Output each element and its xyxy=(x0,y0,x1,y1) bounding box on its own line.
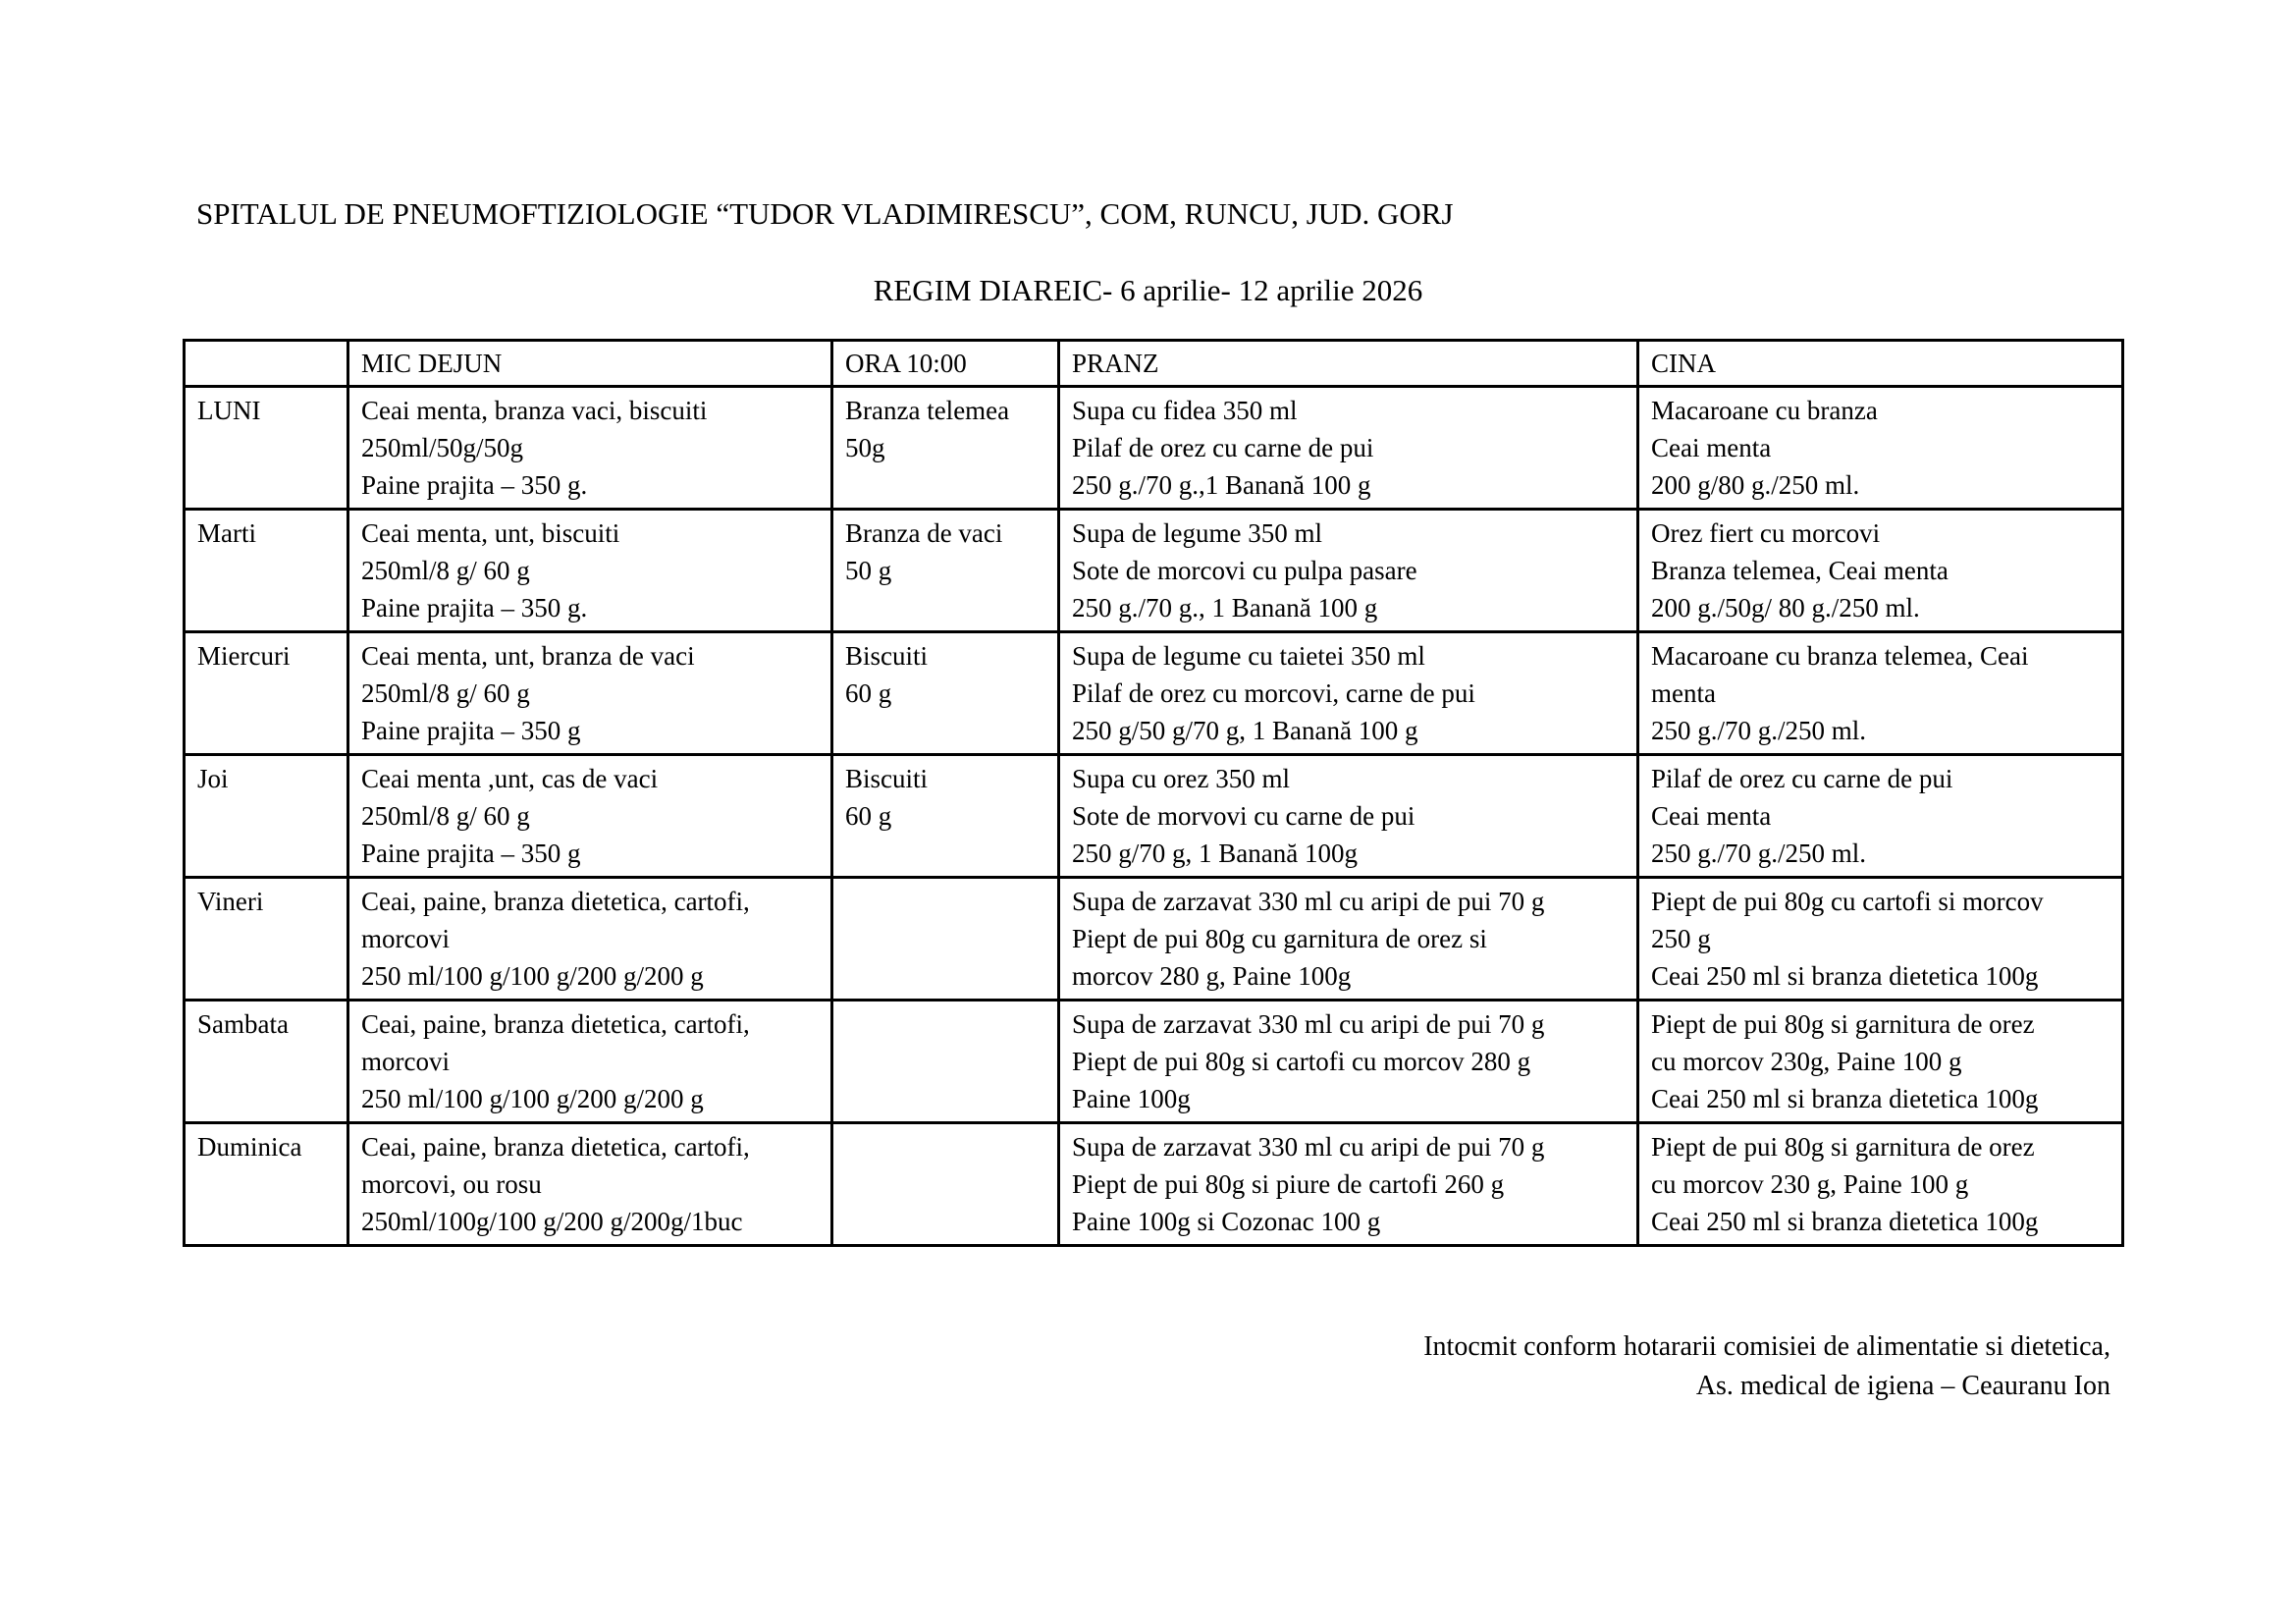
menu-table xyxy=(183,339,2124,1247)
meal-line: Ceai menta, unt, biscuiti xyxy=(361,518,620,548)
meal-line: morcovi xyxy=(361,1047,450,1076)
meal-line: 250 g xyxy=(1651,924,1711,953)
meal-line: Supa de zarzavat 330 ml cu aripi de pui 70 g xyxy=(1072,1132,1545,1162)
day-cell: Vineri xyxy=(185,878,348,1001)
meal-line: Ceai 250 ml si branza dietetica 100g xyxy=(1651,1207,2039,1236)
day-cell: Sambata xyxy=(185,1001,348,1123)
meal-line: Ceai menta xyxy=(1651,433,1772,462)
meal-line: Paine prajita – 350 g xyxy=(361,839,581,868)
cina-cell xyxy=(1638,387,2123,510)
meal-line: Pilaf de orez cu carne de pui xyxy=(1651,764,1953,793)
header-row xyxy=(185,341,2123,387)
meal-line: Paine prajita – 350 g. xyxy=(361,470,588,500)
table-row-joi xyxy=(185,755,2123,878)
meal-line: 50 g xyxy=(845,556,892,585)
meal-line: Paine prajita – 350 g xyxy=(361,716,581,745)
meal-line: Piept de pui 80g si piure de cartofi 260 g xyxy=(1072,1169,1505,1199)
mic-dejun-cell xyxy=(348,755,832,878)
meal-line: Supa cu fidea 350 ml xyxy=(1072,396,1298,425)
meal-line: Supa cu orez 350 ml xyxy=(1072,764,1290,793)
meal-line: Sote de morvovi cu carne de pui xyxy=(1072,801,1415,831)
mic-dejun-cell xyxy=(348,387,832,510)
day-cell: Joi xyxy=(185,755,348,878)
meal-line: Piept de pui 80g si cartofi cu morcov 280 g xyxy=(1072,1047,1531,1076)
ora-10-cell xyxy=(832,387,1059,510)
meal-line: Paine 100g si Cozonac 100 g xyxy=(1072,1207,1381,1236)
meal-line: Pilaf de orez cu carne de pui xyxy=(1072,433,1374,462)
table-row-miercuri xyxy=(185,632,2123,755)
meal-line: cu morcov 230g, Paine 100 g xyxy=(1651,1047,1962,1076)
meal-line: Ceai, paine, branza dietetica, cartofi, xyxy=(361,887,750,916)
document-title: SPITALUL DE PNEUMOFTIZIOLOGIE “TUDOR VLADIMIRESCU”, COM, RUNCU, JUD. GORJ xyxy=(196,196,1454,231)
pranz-cell xyxy=(1059,1001,1638,1123)
meal-line: Piept de pui 80g cu garnitura de orez si xyxy=(1072,924,1487,953)
table-row-marti xyxy=(185,510,2123,632)
header-day xyxy=(185,341,348,387)
pranz-cell xyxy=(1059,755,1638,878)
meal-line: Piept de pui 80g si garnitura de orez xyxy=(1651,1132,2035,1162)
meal-line: Sote de morcovi cu pulpa pasare xyxy=(1072,556,1417,585)
meal-line: 250 ml/100 g/100 g/200 g/200 g xyxy=(361,961,704,991)
meal-line: 250ml/8 g/ 60 g xyxy=(361,556,530,585)
ora-10-cell xyxy=(832,755,1059,878)
meal-line: Supa de legume 350 ml xyxy=(1072,518,1322,548)
mic-dejun-cell xyxy=(348,1001,832,1123)
meal-line: 250 g./70 g., 1 Banană 100 g xyxy=(1072,593,1378,623)
meal-line: Supa de zarzavat 330 ml cu aripi de pui 70 g xyxy=(1072,887,1545,916)
meal-line: Ceai menta, unt, branza de vaci xyxy=(361,641,695,671)
meal-line: Biscuiti xyxy=(845,641,929,671)
meal-line: 250 g/50 g/70 g, 1 Banană 100 g xyxy=(1072,716,1418,745)
cina-cell xyxy=(1638,1001,2123,1123)
table-row-duminica xyxy=(185,1123,2123,1246)
meal-line: cu morcov 230 g, Paine 100 g xyxy=(1651,1169,1969,1199)
day-cell: Marti xyxy=(185,510,348,632)
meal-line: Piept de pui 80g cu cartofi si morcov xyxy=(1651,887,2044,916)
footer-line-2: As. medical de igiena – Ceauranu Ion xyxy=(1695,1371,2110,1401)
meal-line: 250ml/8 g/ 60 g xyxy=(361,678,530,708)
footer-line-1: Intocmit conform hotararii comisiei de alimentatie si dietetica, xyxy=(1423,1331,2110,1362)
meal-line: Supa de legume cu taietei 350 ml xyxy=(1072,641,1425,671)
meal-line: Ceai 250 ml si branza dietetica 100g xyxy=(1651,961,2039,991)
meal-line: morcovi, ou rosu xyxy=(361,1169,542,1199)
meal-line: Paine prajita – 350 g. xyxy=(361,593,588,623)
ora-10-cell xyxy=(832,1001,1059,1123)
meal-line: 250 ml/100 g/100 g/200 g/200 g xyxy=(361,1084,704,1113)
meal-line: 200 g/80 g./250 ml. xyxy=(1651,470,1860,500)
meal-line: 250ml/8 g/ 60 g xyxy=(361,801,530,831)
meal-line: Branza de vaci xyxy=(845,518,1003,548)
meal-line: 250ml/100g/100 g/200 g/200g/1buc xyxy=(361,1207,743,1236)
pranz-cell xyxy=(1059,878,1638,1001)
meal-line: Macaroane cu branza telemea, Ceai xyxy=(1651,641,2029,671)
day-cell: Duminica xyxy=(185,1123,348,1246)
cina-cell xyxy=(1638,510,2123,632)
meal-line: Ceai menta xyxy=(1651,801,1772,831)
meal-line: 60 g xyxy=(845,801,892,831)
meal-line: 250ml/50g/50g xyxy=(361,433,524,462)
mic-dejun-cell xyxy=(348,1123,832,1246)
meal-line: morcovi xyxy=(361,924,450,953)
pranz-cell xyxy=(1059,510,1638,632)
pranz-cell xyxy=(1059,1123,1638,1246)
meal-line: morcov 280 g, Paine 100g xyxy=(1072,961,1352,991)
meal-line: Supa de zarzavat 330 ml cu aripi de pui 70 g xyxy=(1072,1009,1545,1039)
meal-line: 50g xyxy=(845,433,885,462)
meal-line: 250 g./70 g./250 ml. xyxy=(1651,716,1867,745)
header-cina: CINA xyxy=(1638,341,2123,387)
cina-cell xyxy=(1638,1123,2123,1246)
meal-line: Ceai menta, branza vaci, biscuiti xyxy=(361,396,708,425)
table-row-vineri xyxy=(185,878,2123,1001)
mic-dejun-cell xyxy=(348,632,832,755)
meal-line: Branza telemea xyxy=(845,396,1010,425)
meal-line: Paine 100g xyxy=(1072,1084,1191,1113)
day-cell: Miercuri xyxy=(185,632,348,755)
meal-line: Piept de pui 80g si garnitura de orez xyxy=(1651,1009,2035,1039)
meal-line: Ceai 250 ml si branza dietetica 100g xyxy=(1651,1084,2039,1113)
header-mic-dejun: MIC DEJUN xyxy=(348,341,832,387)
pranz-cell xyxy=(1059,632,1638,755)
meal-line: 200 g./50g/ 80 g./250 ml. xyxy=(1651,593,1920,623)
meal-line: Macaroane cu branza xyxy=(1651,396,1878,425)
mic-dejun-cell xyxy=(348,510,832,632)
meal-line: 60 g xyxy=(845,678,892,708)
meal-line: menta xyxy=(1651,678,1716,708)
day-cell: LUNI xyxy=(185,387,348,510)
meal-line: Ceai, paine, branza dietetica, cartofi, xyxy=(361,1009,750,1039)
pranz-cell xyxy=(1059,387,1638,510)
meal-line: Biscuiti xyxy=(845,764,929,793)
ora-10-cell xyxy=(832,632,1059,755)
document-subtitle: REGIM DIAREIC- 6 aprilie- 12 aprilie 2026 xyxy=(873,273,1423,307)
header-pranz: PRANZ xyxy=(1059,341,1638,387)
table-row-luni xyxy=(185,387,2123,510)
footer-note xyxy=(1423,1327,2110,1406)
table-row-sambata xyxy=(185,1001,2123,1123)
mic-dejun-cell xyxy=(348,878,832,1001)
cina-cell xyxy=(1638,878,2123,1001)
meal-line: 250 g/70 g, 1 Banană 100g xyxy=(1072,839,1358,868)
meal-line: Ceai, paine, branza dietetica, cartofi, xyxy=(361,1132,750,1162)
meal-line: 250 g./70 g./250 ml. xyxy=(1651,839,1867,868)
meal-line: Ceai menta ,unt, cas de vaci xyxy=(361,764,659,793)
ora-10-cell xyxy=(832,510,1059,632)
meal-line: Orez fiert cu morcovi xyxy=(1651,518,1881,548)
header-ora-10: ORA 10:00 xyxy=(832,341,1059,387)
meal-line: 250 g./70 g.,1 Banană 100 g xyxy=(1072,470,1371,500)
ora-10-cell xyxy=(832,1123,1059,1246)
cina-cell xyxy=(1638,632,2123,755)
meal-line: Pilaf de orez cu morcovi, carne de pui xyxy=(1072,678,1475,708)
cina-cell xyxy=(1638,755,2123,878)
ora-10-cell xyxy=(832,878,1059,1001)
meal-line: Branza telemea, Ceai menta xyxy=(1651,556,1949,585)
